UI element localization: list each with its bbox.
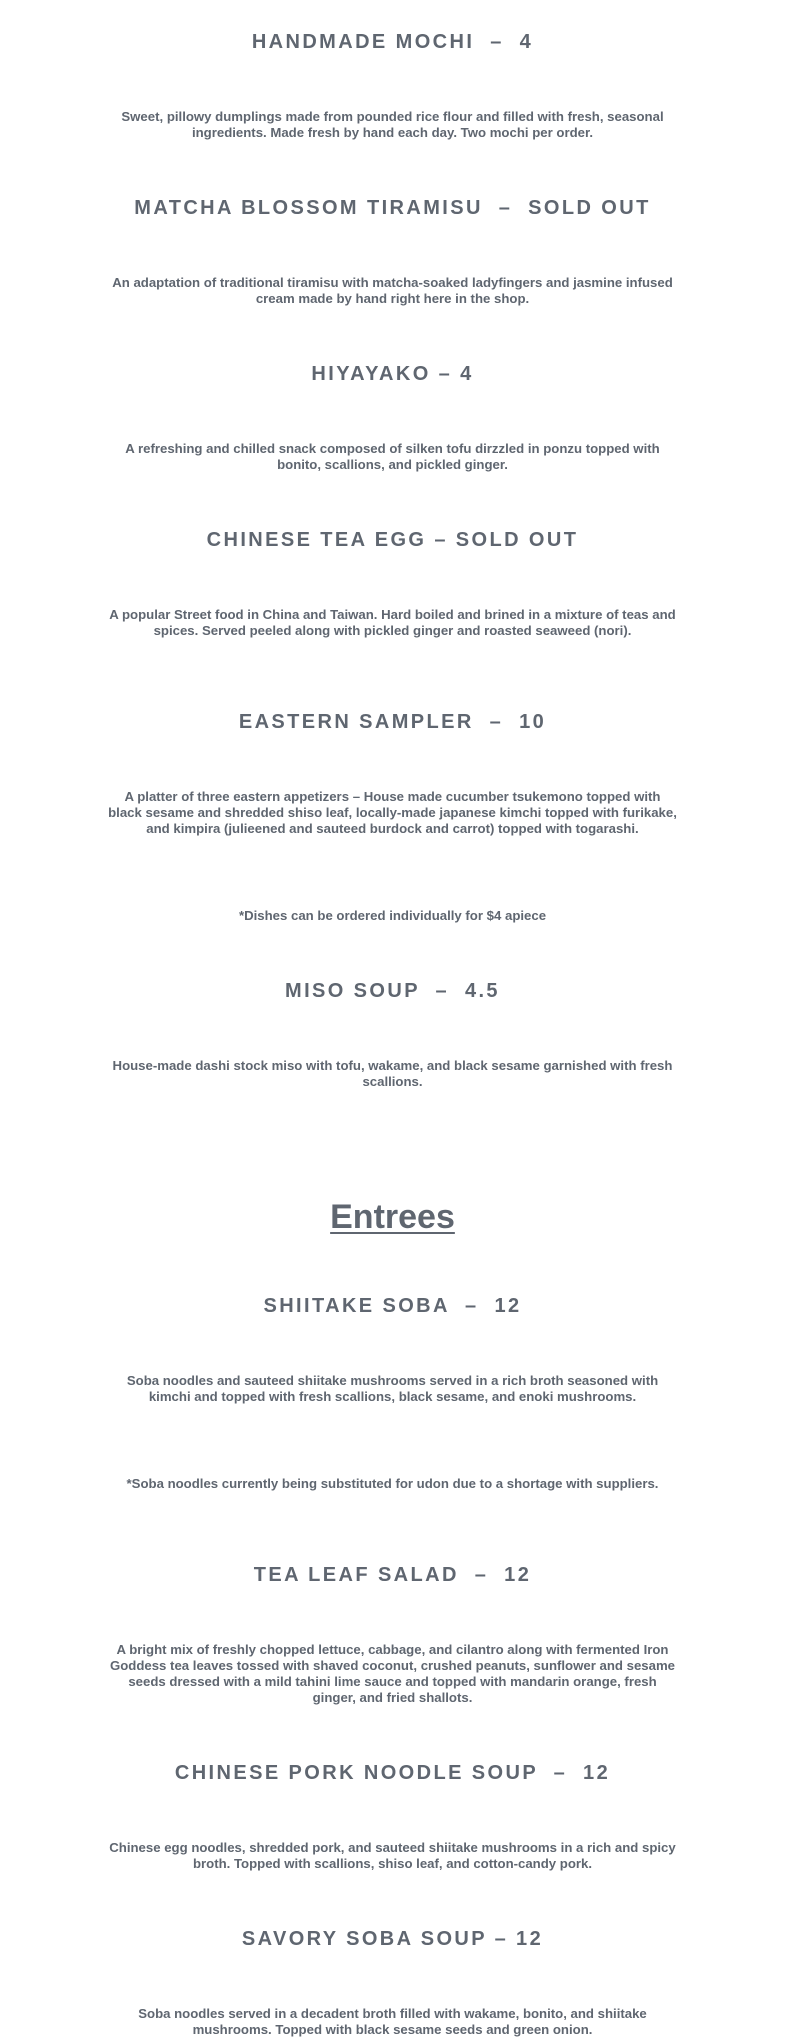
menu-item-title-handmade-mochi: HANDMADE MOCHI – 4: [251, 31, 534, 53]
menu-item-description-matcha-blossom-tiramisu: An adaptation of traditional tiramisu with matcha-soaked ladyfingers and jasmine infused cream made by hand right here in the shop.: [112, 275, 673, 306]
menu-item-title-eastern-sampler: EASTERN SAMPLER – 10: [238, 711, 547, 733]
menu-item-title-savory-soba-soup: SAVORY SOBA SOUP – 12: [241, 1928, 544, 1950]
menu-item-description-savory-soba-soup: Soba noodles served in a decadent broth filled with wakame, bonito, and shiitake mushrooms. Topped with black sesame seeds and green onion.: [138, 2006, 647, 2037]
menu-item-description-shiitake-soba: Soba noodles and sauteed shiitake mushrooms served in a rich broth seasoned with kimchi and topped with fresh scallions, black sesame, and enoki mushrooms.: [126, 1373, 659, 1404]
menu-item-title-matcha-blossom-tiramisu: MATCHA BLOSSOM TIRAMISU – SOLD OUT: [134, 197, 651, 219]
menu-item-title-shiitake-soba: SHIITAKE SOBA – 12: [263, 1295, 522, 1317]
menu-item-title-chinese-pork-noodle-soup: CHINESE PORK NOODLE SOUP – 12: [174, 1762, 611, 1784]
section-heading-entrees: Entrees: [330, 1198, 455, 1236]
menu-item-description-tea-leaf-salad: A bright mix of freshly chopped lettuce, cabbage, and cilantro along with fermented Iron Goddess tea leaves tossed with shaved coconut, crushed peanuts, sunflower and sesame seeds dressed with a mild tahini lime sauce and topped with mandarin orange, fresh ginger, and fried shallots.: [109, 1642, 676, 1705]
menu-item-note-shiitake-soba: *Soba noodles currently being substituted for udon due to a shortage with suppliers.: [126, 1476, 659, 1491]
menu-item-description-miso-soup: House-made dashi stock miso with tofu, wakame, and black sesame garnished with fresh scallions.: [112, 1058, 673, 1089]
menu-item-description-hiyayako: A refreshing and chilled snack composed of silken tofu dirzzled in ponzu topped with bonito, scallions, and pickled ginger.: [125, 441, 660, 472]
menu-item-title-tea-leaf-salad: TEA LEAF SALAD – 12: [253, 1564, 532, 1586]
menu-item-description-chinese-tea-egg: A popular Street food in China and Taiwan. Hard boiled and brined in a mixture of teas and spices. Served peeled along with pickled ginger and roasted seaweed (nori).: [109, 607, 676, 638]
menu-item-title-miso-soup: MISO SOUP – 4.5: [285, 980, 500, 1002]
menu-item-title-hiyayako: HIYAYAKO – 4: [311, 363, 474, 385]
menu-item-title-chinese-tea-egg: CHINESE TEA EGG – SOLD OUT: [206, 529, 579, 551]
menu-item-description-chinese-pork-noodle-soup: Chinese egg noodles, shredded pork, and sauteed shiitake mushrooms in a rich and spicy broth. Topped with scallions, shiso leaf, and cotton-candy pork.: [109, 1840, 676, 1871]
menu-item-description-handmade-mochi: Sweet, pillowy dumplings made from pounded rice flour and filled with fresh, seasonal ingredients. Made fresh by hand each day. Two mochi per order.: [121, 109, 664, 140]
menu-item-description-eastern-sampler: A platter of three eastern appetizers – House made cucumber tsukemono topped with black sesame and shredded shiso leaf, locally-made japanese kimchi topped with furikake, and kimpira (julieened and sauteed burdock and carrot) topped with togarashi.: [108, 789, 677, 836]
menu-item-note-eastern-sampler: *Dishes can be ordered individually for $4 apiece: [238, 908, 547, 923]
